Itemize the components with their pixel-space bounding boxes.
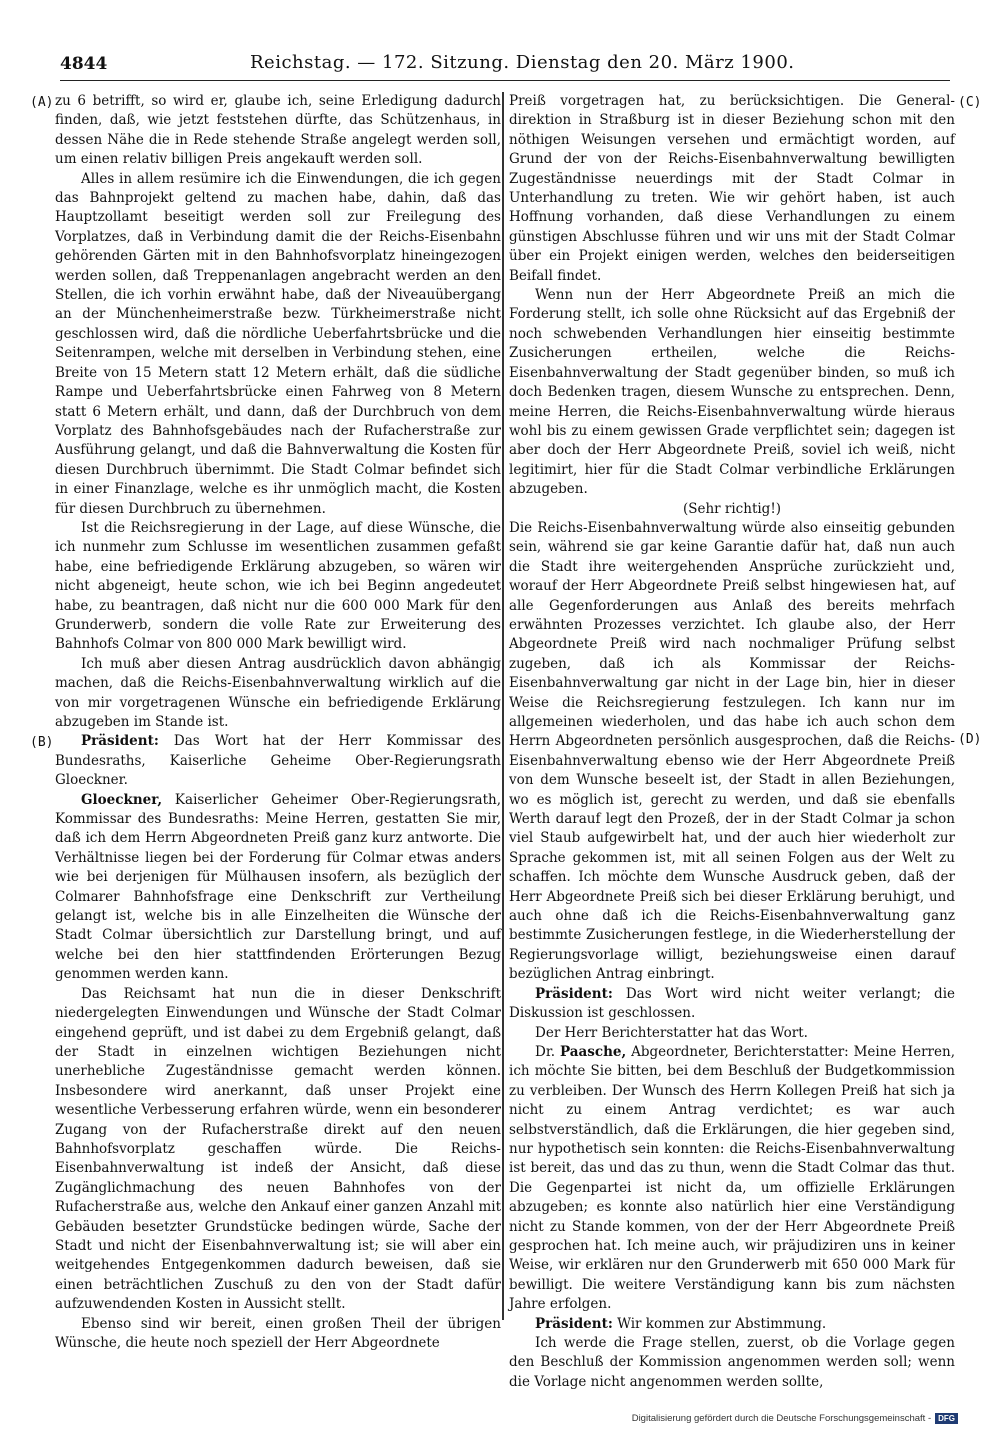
paragraph: Das Reichsamt hat nun die in dieser Denkschrift niedergelegten Einwendungen und Wünsche der Stadt Colmar eingehend geprüft, und ist dabei zu dem Ergebniß gelangt, daß der Stadt in einzelnen wichtigen Beziehungen nicht unerhebliche Zugeständnisse gemacht werden können. Insbesondere wird anerkannt, daß unser Projekt eine wesentliche Verbesserung erfahren würde, wenn ein besonderer Zugang von der Rufacherstraße direkt auf den neuen Bahnhofsvorplatz geschaffen würde. Die Reichs-Eisenbahnverwaltung ist indeß der Ansicht, daß diese Zugänglichmachung des neuen Bahnhofes von der Rufacherstraße aus, welche den Ankauf einer ganzen Anzahl mit Gebäuden besetzter Grundstücke bedingen würde, Sache der Stadt und nicht der Eisenbahnverwaltung ist; sie will aber ein weitgehendes Entgegenkommen dadurch beweisen, daß sie einen beträchtlichen Zuschuß zu den von der Stadt dafür aufzuwendenden Kosten in Aussicht stellt. (55, 985, 501, 1313)
dfg-logo-icon: DFG (935, 1413, 958, 1424)
margin-mark-c: (C) (958, 95, 982, 110)
speaker-name: Gloeckner, (81, 791, 163, 808)
speech-president (55, 732, 501, 790)
speaker-prefix: Dr. (535, 1043, 560, 1060)
paragraph: Alles in allem resümire ich die Einwendungen, die ich gegen das Bahnprojekt geltend zu machen habe, dahin, daß das Hauptzollamt beseitigt werden soll zur Freilegung des Vorplatzes, daß in Verbindung damit die der Reichs-Eisenbahn gehörenden Gärten mit in den Bahnhofsvorplatz hineingezogen werden sollen, daß Treppenanlagen angebracht werden an den Stellen, die ich vorhin erwähnt habe, daß der Niveauübergang an der Münchenheimerstraße bezw. Türkheimerstraße nicht geschlossen wird, daß die nördliche Ueberfahrtsbrücke und die Seitenrampen, welche mit derselben in Verbindung stehen, eine Breite von 15 Metern statt 12 Metern erhält, daß die südliche Rampe und Ueberfahrtsbrücke einen Fahrweg von 8 Metern statt 6 Metern erhält, und dann, daß der Durchbruch von dem Vorplatz des Bahnhofsgebäudes nach der Rufacherstraße zur Ausführung gelangt, und daß die Bahnverwaltung die Kosten für diesen Durchbruch übernimmt. Die Stadt Colmar befindet sich in einer Finanzlage, welche es ihr unmöglich macht, die Kosten für diesen Durchbruch zu übernehmen. (55, 170, 501, 517)
paragraph: Ich muß aber diesen Antrag ausdrücklich davon abhängig machen, daß die Reichs-Eisenbahnverwaltung wirklich auf die von mir vorgetragenen Wünsche ein befriedigende Erklärung abzugeben im Stande ist. (55, 655, 501, 730)
paragraph: Preiß vorgetragen hat, zu berücksichtigen. Die General-direktion in Straßburg ist in dieser Beziehung schon mit den nöthigen Weisungen versehen und ermächtigt worden, auf Grund der von der Reichs-Eisenbahnverwaltung bewilligten Zugeständnisse neuerdings mit der Stadt Colmar in Unterhandlung zu treten. Wie wir gehört haben, ist auch Hoffnung vorhanden, daß diese Verhandlungen zu einem günstigen Abschlusse führen und wir uns mit der Stadt Colmar über ein Projekt einigen werden, welches den beiderseitigen Beifall findet. (509, 93, 955, 284)
speaker-name: Präsident: (81, 733, 159, 750)
speech-president (509, 1315, 955, 1334)
speech-paasche (509, 1043, 955, 1315)
footer-credit (632, 1413, 958, 1424)
right-column (509, 92, 955, 1392)
speaker-name: Präsident: (535, 1315, 613, 1332)
margin-mark-a: (A) (30, 95, 54, 110)
left-column (55, 92, 501, 1353)
paragraph: zu 6 betrifft, so wird er, glaube ich, seine Erledigung dadurch finden, daß, wie jetzt feststehen dürfte, das Schützenhaus, in dessen Nähe die in Rede stehende Straße angelegt werden soll, um einen relativ billigen Preis angekauft werden soll. (55, 93, 501, 168)
speaker-name: Paasche, (560, 1043, 627, 1060)
paragraph: Ebenso sind wir bereit, einen großen Theil der übrigen Wünsche, die heute noch speziell der Herr Abgeordnete (55, 1315, 501, 1351)
page-header (60, 52, 950, 81)
column-divider (502, 92, 504, 1320)
speech-text: Wir kommen zur Abstimmung. (612, 1315, 827, 1332)
interjection: (Sehr richtig!) (682, 500, 782, 517)
paragraph: Die Reichs-Eisenbahnverwaltung würde also einseitig gebunden sein, während sie gar keine Garantie dafür hat, daß nun auch die Stadt ihre weitergehenden Ansprüche zurückzieht und, worauf der Herr Abgeordnete Preiß selbst hingewiesen hat, auf alle Gegenforderungen aus Anlaß des bereits mehrfach erwähnten Prozesses verzichtet. Ich glaube also, der Herr Abgeordnete Preiß wird nach nochmaliger Prüfung selbst zugeben, daß ich als Kommissar der Reichs-Eisenbahnverwaltung gar nicht in der Lage bin, hier in dieser Weise die Reichsregierung festzulegen. Ich kann nur im allgemeinen wiederholen, und das habe ich auch schon dem Herrn Abgeordneten persönlich ausgesprochen, daß die Reichs-Eisenbahnverwaltung ebenso wie der Herr Abgeordnete Preiß von dem Wunsche beseelt ist, der Stadt in allen Beziehungen, wo es möglich ist, gerecht zu werden, und daß sie ebenfalls Werth darauf legt den Prozeß, der in der Stadt Colmar ja schon viel Staub aufgewirbelt hat, und der auch hier wiederholt zur Sprache gekommen ist, mit all seinen Folgen aus der Welt zu schaffen. Ich möchte dem Wunsche Ausdruck geben, daß der Herr Abgeordnete Preiß sich bei dieser Erklärung beruhigt, und auch ohne daß ich die Reichs-Eisenbahnverwaltung ganz bestimmte Zusicherungen festlege, in die Wiederherstellung der Regierungsvorlage willigt, beziehungsweise einen darauf bezüglichen Antrag einbringt. (509, 519, 955, 983)
running-title: Reichstag. — 172. Sitzung. Dienstag den 20. März 1900. (250, 52, 795, 73)
speaker-name: Präsident: (535, 985, 613, 1002)
speech-text: Das Wort hat der Herr Kommissar des Bundesraths, Kaiserliche Geheime Ober-Regierungsrath Gloeckner. (55, 733, 501, 789)
paragraph: Wenn nun der Herr Abgeordnete Preiß an mich die Forderung stellt, ich solle ohne Rücksicht auf das Ergebniß der noch schwebenden Verhandlungen hier einseitig bestimmte Zusicherungen ertheilen, welche die Reichs-Eisenbahnverwaltung der Stadt gegenüber binden, so muß ich doch Bedenken tragen, diesem Wunsche zu entsprechen. Denn, meine Herren, die Reichs-Eisenbahnverwaltung würde hieraus wohl bis zu einem gewissen Grade verpflichtet sein; dagegen ist aber doch der Herr Abgeordnete Preiß, soviel ich weiß, nicht legitimirt, hier für die Stadt Colmar verbindliche Erklärungen abzugeben. (509, 287, 955, 498)
footer-text: Digitalisierung gefördert durch die Deutsche Forschungsgemeinschaft - (631, 1413, 932, 1424)
margin-mark-d: (D) (958, 732, 982, 747)
margin-mark-b: (B) (30, 735, 54, 750)
page-number: 4844 (60, 54, 108, 74)
paragraph: Ist die Reichsregierung in der Lage, auf diese Wünsche, die ich nunmehr zum Schlusse im wesentlichen zusammen gefaßt habe, eine befriedigende Erklärung abzugeben, so wären wir nicht abgeneigt, heute schon, wie ich bei Beginn angedeutet habe, zu beantragen, daß nicht nur die 600 000 Mark für den Grunderwerb, sondern die volle Rate zur Erweiterung des Bahnhofs Colmar von 800 000 Mark bewilligt wird. (55, 519, 501, 653)
speech-president (509, 985, 955, 1024)
speech-text: Das Wort wird nicht weiter verlangt; die Diskussion ist geschlossen. (509, 985, 955, 1022)
speech-text: Abgeordneter, Berichterstatter: Meine Herren, ich möchte Sie bitten, bei dem Beschluß der Budgetkommission zu verbleiben. Der Wunsch des Herrn Kollegen Preiß hat sich ja nicht zu einem Antrag verdichtet; es war auch selbstverständlich, daß die Erklärungen, die hier gegeben sind, nur hypothetisch sein konnten: die Reichs-Eisenbahnverwaltung ist bereit, das und das zu thun, wenn die Stadt Colmar das thut. Die Gegenpartei ist nicht da, um offizielle Erklärungen abzugeben; es konnte also natürlich hier eine Verständigung nicht zu Stande kommen, von der der Herr Abgeordnete Preiß gesprochen hat. Ich meine auch, wir präjudiziren uns in keiner Weise, wir erklären nur den Grunderwerb mit 650 000 Mark für bewilligt. Die weitere Verständigung kann bis zum nächsten Jahre erfolgen. (509, 1043, 955, 1313)
speech-gloeckner (55, 791, 501, 985)
paragraph: Ich werde die Frage stellen, zuerst, ob die Vorlage gegen den Beschluß der Kommission angenommen werden soll; wenn die Vorlage nicht angenommen werden sollte, (509, 1335, 955, 1390)
paragraph: Der Herr Berichterstatter hat das Wort. (535, 1024, 808, 1041)
speech-text: Kaiserlicher Geheimer Ober-Regierungsrath, Kommissar des Bundesraths: Meine Herren, gestatten Sie mir, daß ich dem Herrn Abgeordneten Preiß ganz kurz antworte. Die Verhältnisse liegen bei der Forderung für Colmar etwas anders wie bei derjenigen für Mülhausen insofern, als bezüglich der Colmarer Bahnhofsfrage eine Denkschrift zur Vertheilung gelangt ist, welche bis in alle Einzelheiten die Wünsche der Stadt Colmar übersichtlich zur Darstellung bringt, und auf welche bei den hier stattfindenden Erörterungen Bezug genommen werden kann. (55, 791, 501, 983)
